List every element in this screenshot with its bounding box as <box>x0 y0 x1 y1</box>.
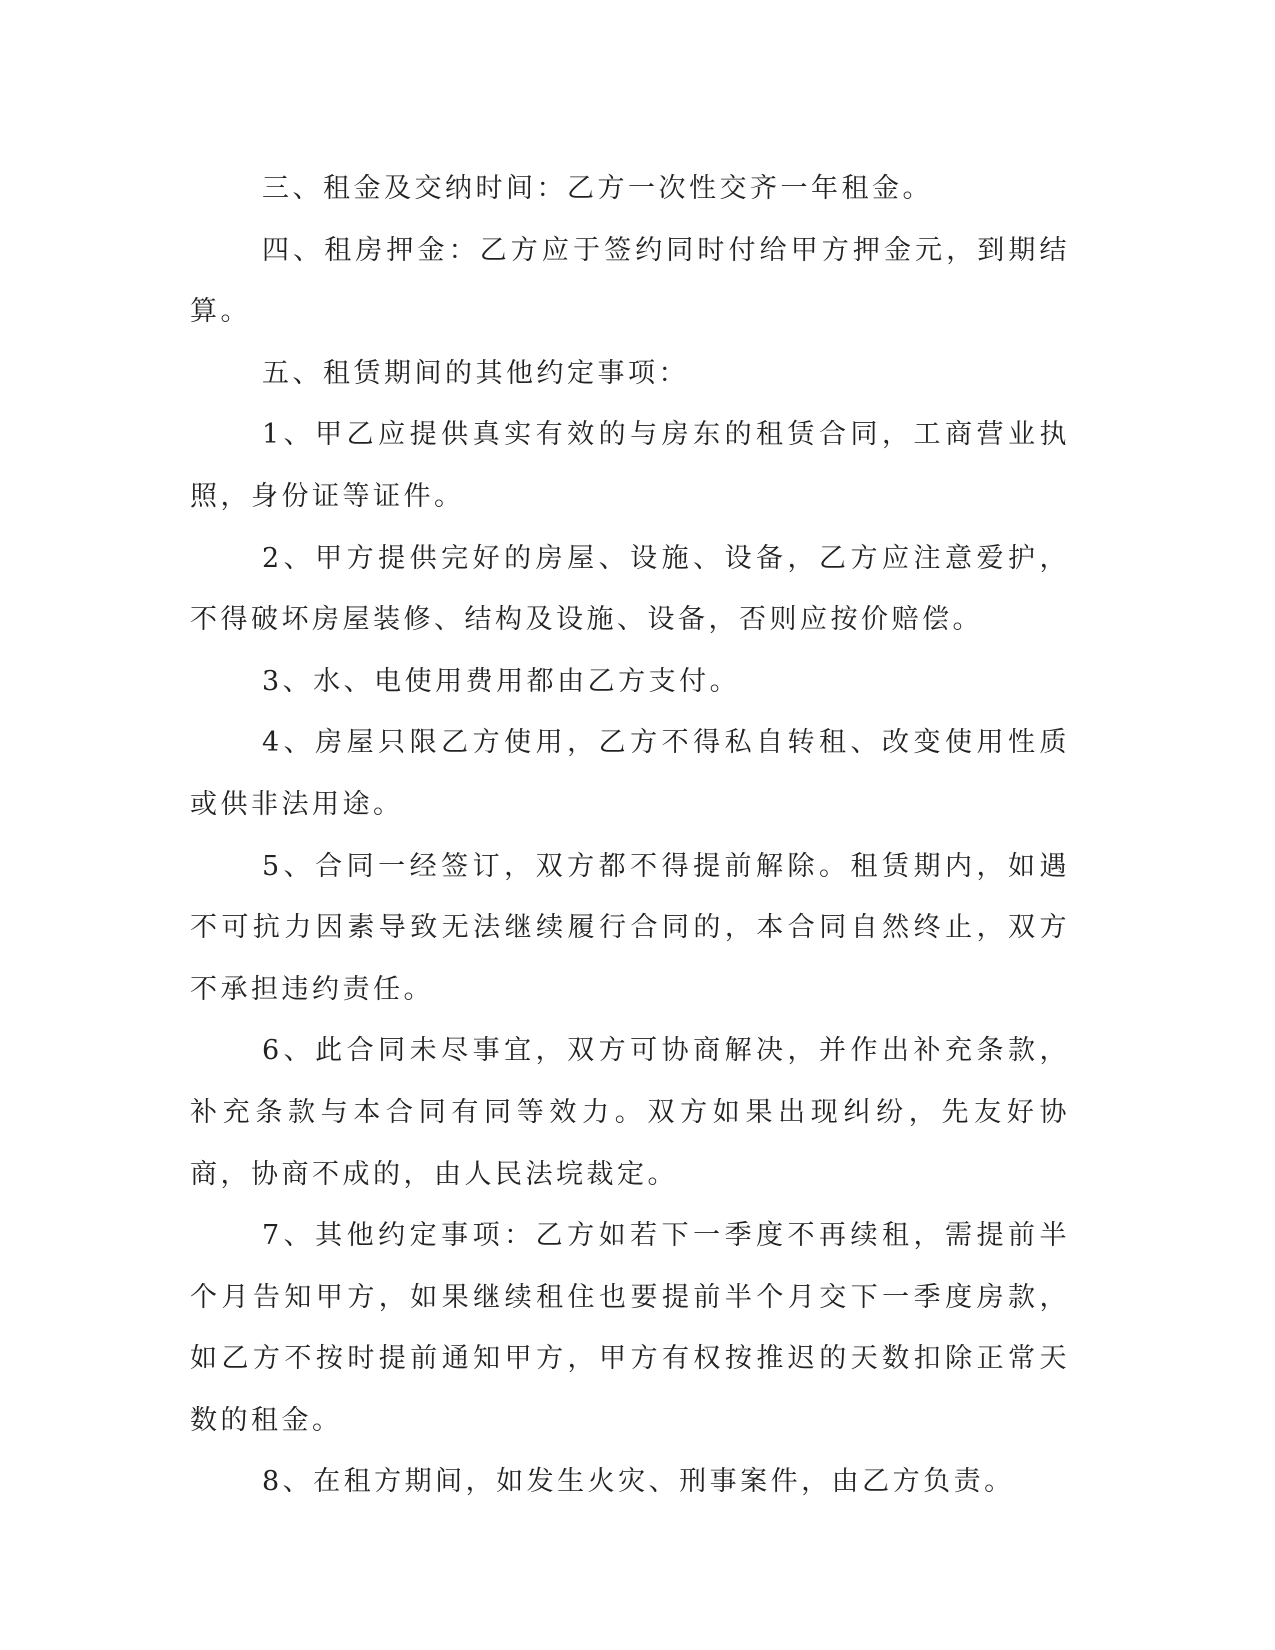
clause-item-1: 1、甲乙应提供真实有效的与房东的租赁合同，工商营业执照，身份证等证件。 <box>190 419 1070 512</box>
clause-item-2: 2、甲方提供完好的房屋、设施、设备，乙方应注意爱护，不得破坏房屋装修、结构及设施、设备，否则应按价赔偿。 <box>190 542 1070 636</box>
clause-item-6: 6、此合同未尽事宜，双方可协商解决，并作出补充条款，补充条款与本合同有同等效力。双方如果出现纠纷，先友好协商，协商不成的，由人民法垸裁定。 <box>190 1035 1070 1190</box>
clause-item-4: 4、房屋只限乙方使用，乙方不得私自转租、改变使用性质或供非法用途。 <box>190 727 1070 820</box>
clause-item-8: 8、在租方期间，如发生火灾、刑事案件，由乙方负责。 <box>262 1466 1015 1498</box>
clause-deposit: 四、租房押金：乙方应于签约同时付给甲方押金元，到期结算。 <box>190 234 1070 328</box>
contract-body <box>190 158 1070 1513</box>
clause-item-3: 3、水、电使用费用都由乙方支付。 <box>262 665 741 697</box>
clause-item-7: 7、其他约定事项：乙方如若下一季度不再续租，需提前半个月告知甲方，如果继续租住也要提前半个月交下一季度房款，如乙方不按时提前通知甲方，甲方有权按推迟的天数扣除正常天数的租金。 <box>190 1220 1070 1436</box>
clause-rent-payment: 三、租金及交纳时间：乙方一次性交齐一年租金。 <box>262 173 933 204</box>
clause-item-5: 5、合同一经签订，双方都不得提前解除。租赁期内，如遇不可抗力因素导致无法继续履行合同的，本合同自然终止，双方不承担违约责任。 <box>190 850 1070 1005</box>
clause-other-terms-heading: 五、租赁期间的其他约定事项： <box>262 357 689 389</box>
